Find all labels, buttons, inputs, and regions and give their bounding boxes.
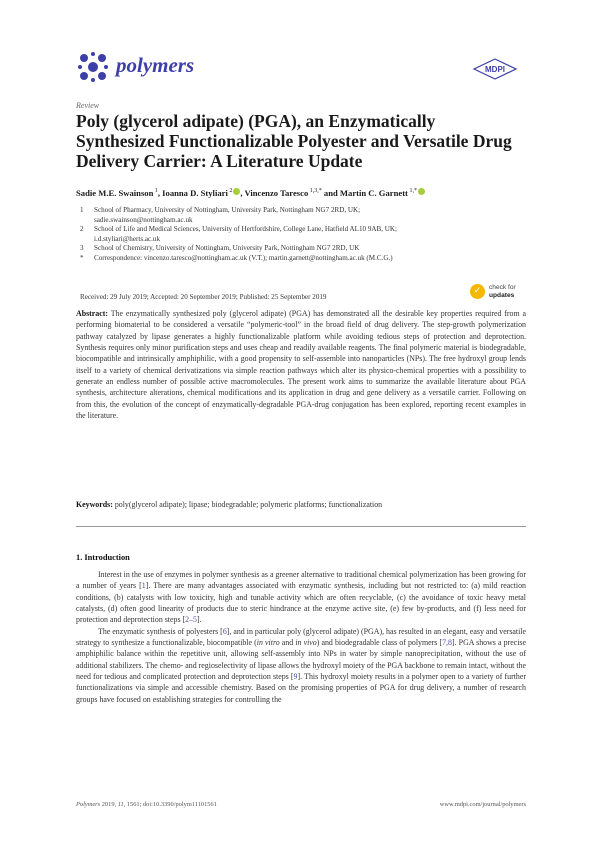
paragraph-text: and [279, 638, 296, 648]
paragraph-text: ]. [196, 615, 202, 625]
affiliation-number: * [80, 253, 84, 262]
author-list: Sadie M.E. Swainson $^1$, Ioanna D. Styliari $^2$ , Vincenzo Taresco $^{1,3,*}$ and Martin C. Garnett $^{1,*}$ [76, 188, 526, 198]
author-name: Vincenzo Taresco [244, 188, 309, 198]
body-text [76, 569, 526, 705]
section-title: 1. Introduction [76, 553, 130, 562]
body-paragraph [76, 569, 526, 626]
citation-link[interactable]: 1 [141, 581, 146, 591]
orcid-icon[interactable] [233, 188, 240, 195]
divider [76, 526, 526, 527]
footer-citation [76, 801, 217, 808]
affiliation-text: School of Life and Medical Sciences, University of Hertfordshire, College Lane, Hatfield AL10 9AB, UK; i.d.styliari@herts.ac.uk [94, 225, 397, 243]
affiliation-item [80, 244, 520, 254]
abstract [76, 308, 526, 421]
paragraph-text: The enzymatic synthesis of polyesters [ [98, 626, 223, 636]
footer-journal: Polymers [76, 801, 101, 808]
paragraph-text: ]. This hydroxyl moiety results in a polymer open to a variety of further functionalizations via simple and accessible chemistry. Based on the promising properties of PGA for drug delivery, a number of research groups have focused on establishing strategies for controlling the [76, 672, 526, 704]
footer-journal-url[interactable]: www.mdpi.com/journal/polymers [439, 801, 526, 808]
affiliation-number: 2 [80, 225, 84, 234]
affiliation-number: 3 [80, 244, 84, 253]
paragraph-text: Interest in the use of enzymes in polymer synthesis as a greener alternative to traditional chemical polymerization has been growing for a number of years [ [76, 570, 526, 591]
affiliation-text: Correspondence: vincenzo.taresco@nottingham.ac.uk (V.T.); martin.garnett@nottingham.ac.uk (M.C.G.) [94, 253, 393, 262]
paragraph-text: ) and biodegradable class of polymers [ [316, 638, 443, 648]
abstract-label: Abstract: [76, 309, 108, 318]
italic-text: in vitro [256, 638, 280, 648]
check-updates-line1: check for [489, 284, 516, 291]
mdpi-logo-text: MDPI [485, 65, 505, 74]
italic-text: in vivo [295, 638, 317, 648]
body-paragraph [76, 626, 526, 705]
author-affiliation-marker: 1,* [407, 188, 417, 195]
author-name: Sadie M.E. Swainson [76, 188, 154, 198]
affiliation-item [80, 254, 520, 264]
paragraph-text: ]. PGA shows a precise amphiphilic balance within the repetitive unit, allowing self-assembly into NPs in water by simple nanoprecipitation, without the use of additional stabilizers. The chemo- and regioselectivity of lipase allows the hydroxyl moiety of the PGA backbone to remain intact, without the need for tedious and complicated protection and deprotection steps [ [76, 638, 526, 682]
check-updates-icon: ✓ [470, 284, 485, 299]
author-affiliation-marker: 2 [227, 188, 233, 195]
check-for-updates-badge[interactable] [470, 282, 528, 302]
author-affiliation-marker: 1,3,* [308, 188, 322, 195]
citation-link[interactable]: 2–5 [185, 615, 197, 625]
affiliations [80, 206, 520, 264]
paper-title: Poly (glycerol adipate) (PGA), an Enzymatically Synthesized Functionalizable Polyester and Versatile Drug Delivery Carrier: A Literature Update [76, 111, 512, 171]
abstract-text: The enzymatically synthesized poly (glycerol adipate) (PGA) has demonstrated all the desirable key properties required from a performing biomaterial to be considered a versatile “polymeric-tool” in the broad field of drug delivery. The step-growth polymerization pathway catalyzed by lipase generates a highly functionalizable platform while avoiding tedious steps of protection and deprotection. Synthesis requires only minor purification steps and uses cheap and readily available reagents. The final polymeric material is biodegradable, biocompatible and intrinsically amphiphilic, with a good propensity to self-assemble into nanoparticles (NPs). The free hydroxyl group lends itself to a variety of chemical derivatizations via simple reaction pathways which alter its physico-chemical properties with a possibility to generate an endless number of possible active macromolecules. The present work aims to summarize the available literature about PGA synthesis, architecture alterations, chemical modifications and its application in drug and gene delivery as a versatile carrier. Following on from this, the evolution of the concept of enzymatically-degradable PGA-drug conjugation has been explored, reporting recent examples in the literature. [76, 309, 526, 421]
affiliation-email[interactable]: sadie.swainson@nottingham.ac.uk [94, 215, 193, 224]
article-type: Review [76, 101, 100, 110]
keywords [76, 500, 526, 509]
affiliation-item [80, 225, 520, 244]
affiliation-text: School of Pharmacy, University of Nottingham, University Park, Nottingham NG7 2RD, UK; sadie.swainson@nottingham.ac.uk [94, 206, 361, 224]
footer-volume: 11 [117, 801, 124, 808]
affiliation-text: School of Chemistry, University of Nottingham, University Park, Nottingham NG7 2RD, UK [94, 244, 360, 253]
footer-year: 2019, [100, 801, 118, 808]
paragraph-text: ], and in particular poly (glycerol adipate) (PGA), has resulted in an elegant, easy and versatile strategy to synthesize a functionalizable, biocompatible ( [76, 626, 526, 648]
affiliation-email[interactable]: i.d.styliari@herts.ac.uk [94, 234, 161, 243]
paragraph-text: ]. There are many advantages associated with enzymatic synthesis, including but not restricted to: (a) mild reaction conditions, (b) catalysts with low toxicity, high and tunable activity which are often recyclable, (c) the avoidance of toxic heavy metal catalysts, (d) often good linearity of products due to steric hindrance at the enzyme active site, (e) few by-products, and (f) less need for protection and deprotection steps [ [76, 581, 526, 625]
author-affiliation-marker: 1 [153, 188, 158, 195]
journal-name: polymers [116, 53, 195, 77]
keywords-label: Keywords: [76, 500, 113, 509]
affiliation-item [80, 206, 520, 225]
polymers-logo-icon [76, 50, 110, 84]
check-updates-line2: updates [489, 291, 515, 299]
citation-link[interactable]: 7,8 [442, 638, 452, 648]
author-name: Martin C. Garnett [339, 188, 408, 198]
publication-dates: Received: 29 July 2019; Accepted: 20 September 2019; Published: 25 September 2019 [80, 293, 327, 301]
affiliation-number: 1 [80, 206, 84, 214]
orcid-icon[interactable] [418, 188, 425, 195]
author-name: Ioanna D. Styliari [162, 188, 228, 198]
keywords-text: poly(glycerol adipate); lipase; biodegradable; polymeric platforms; functionalization [114, 500, 383, 509]
footer-doi: , 1561; doi:10.3390/polym11101561 [123, 801, 217, 808]
citation-link[interactable]: 6 [222, 626, 227, 636]
mdpi-logo-icon [472, 58, 518, 80]
citation-link[interactable]: 9 [293, 672, 298, 682]
